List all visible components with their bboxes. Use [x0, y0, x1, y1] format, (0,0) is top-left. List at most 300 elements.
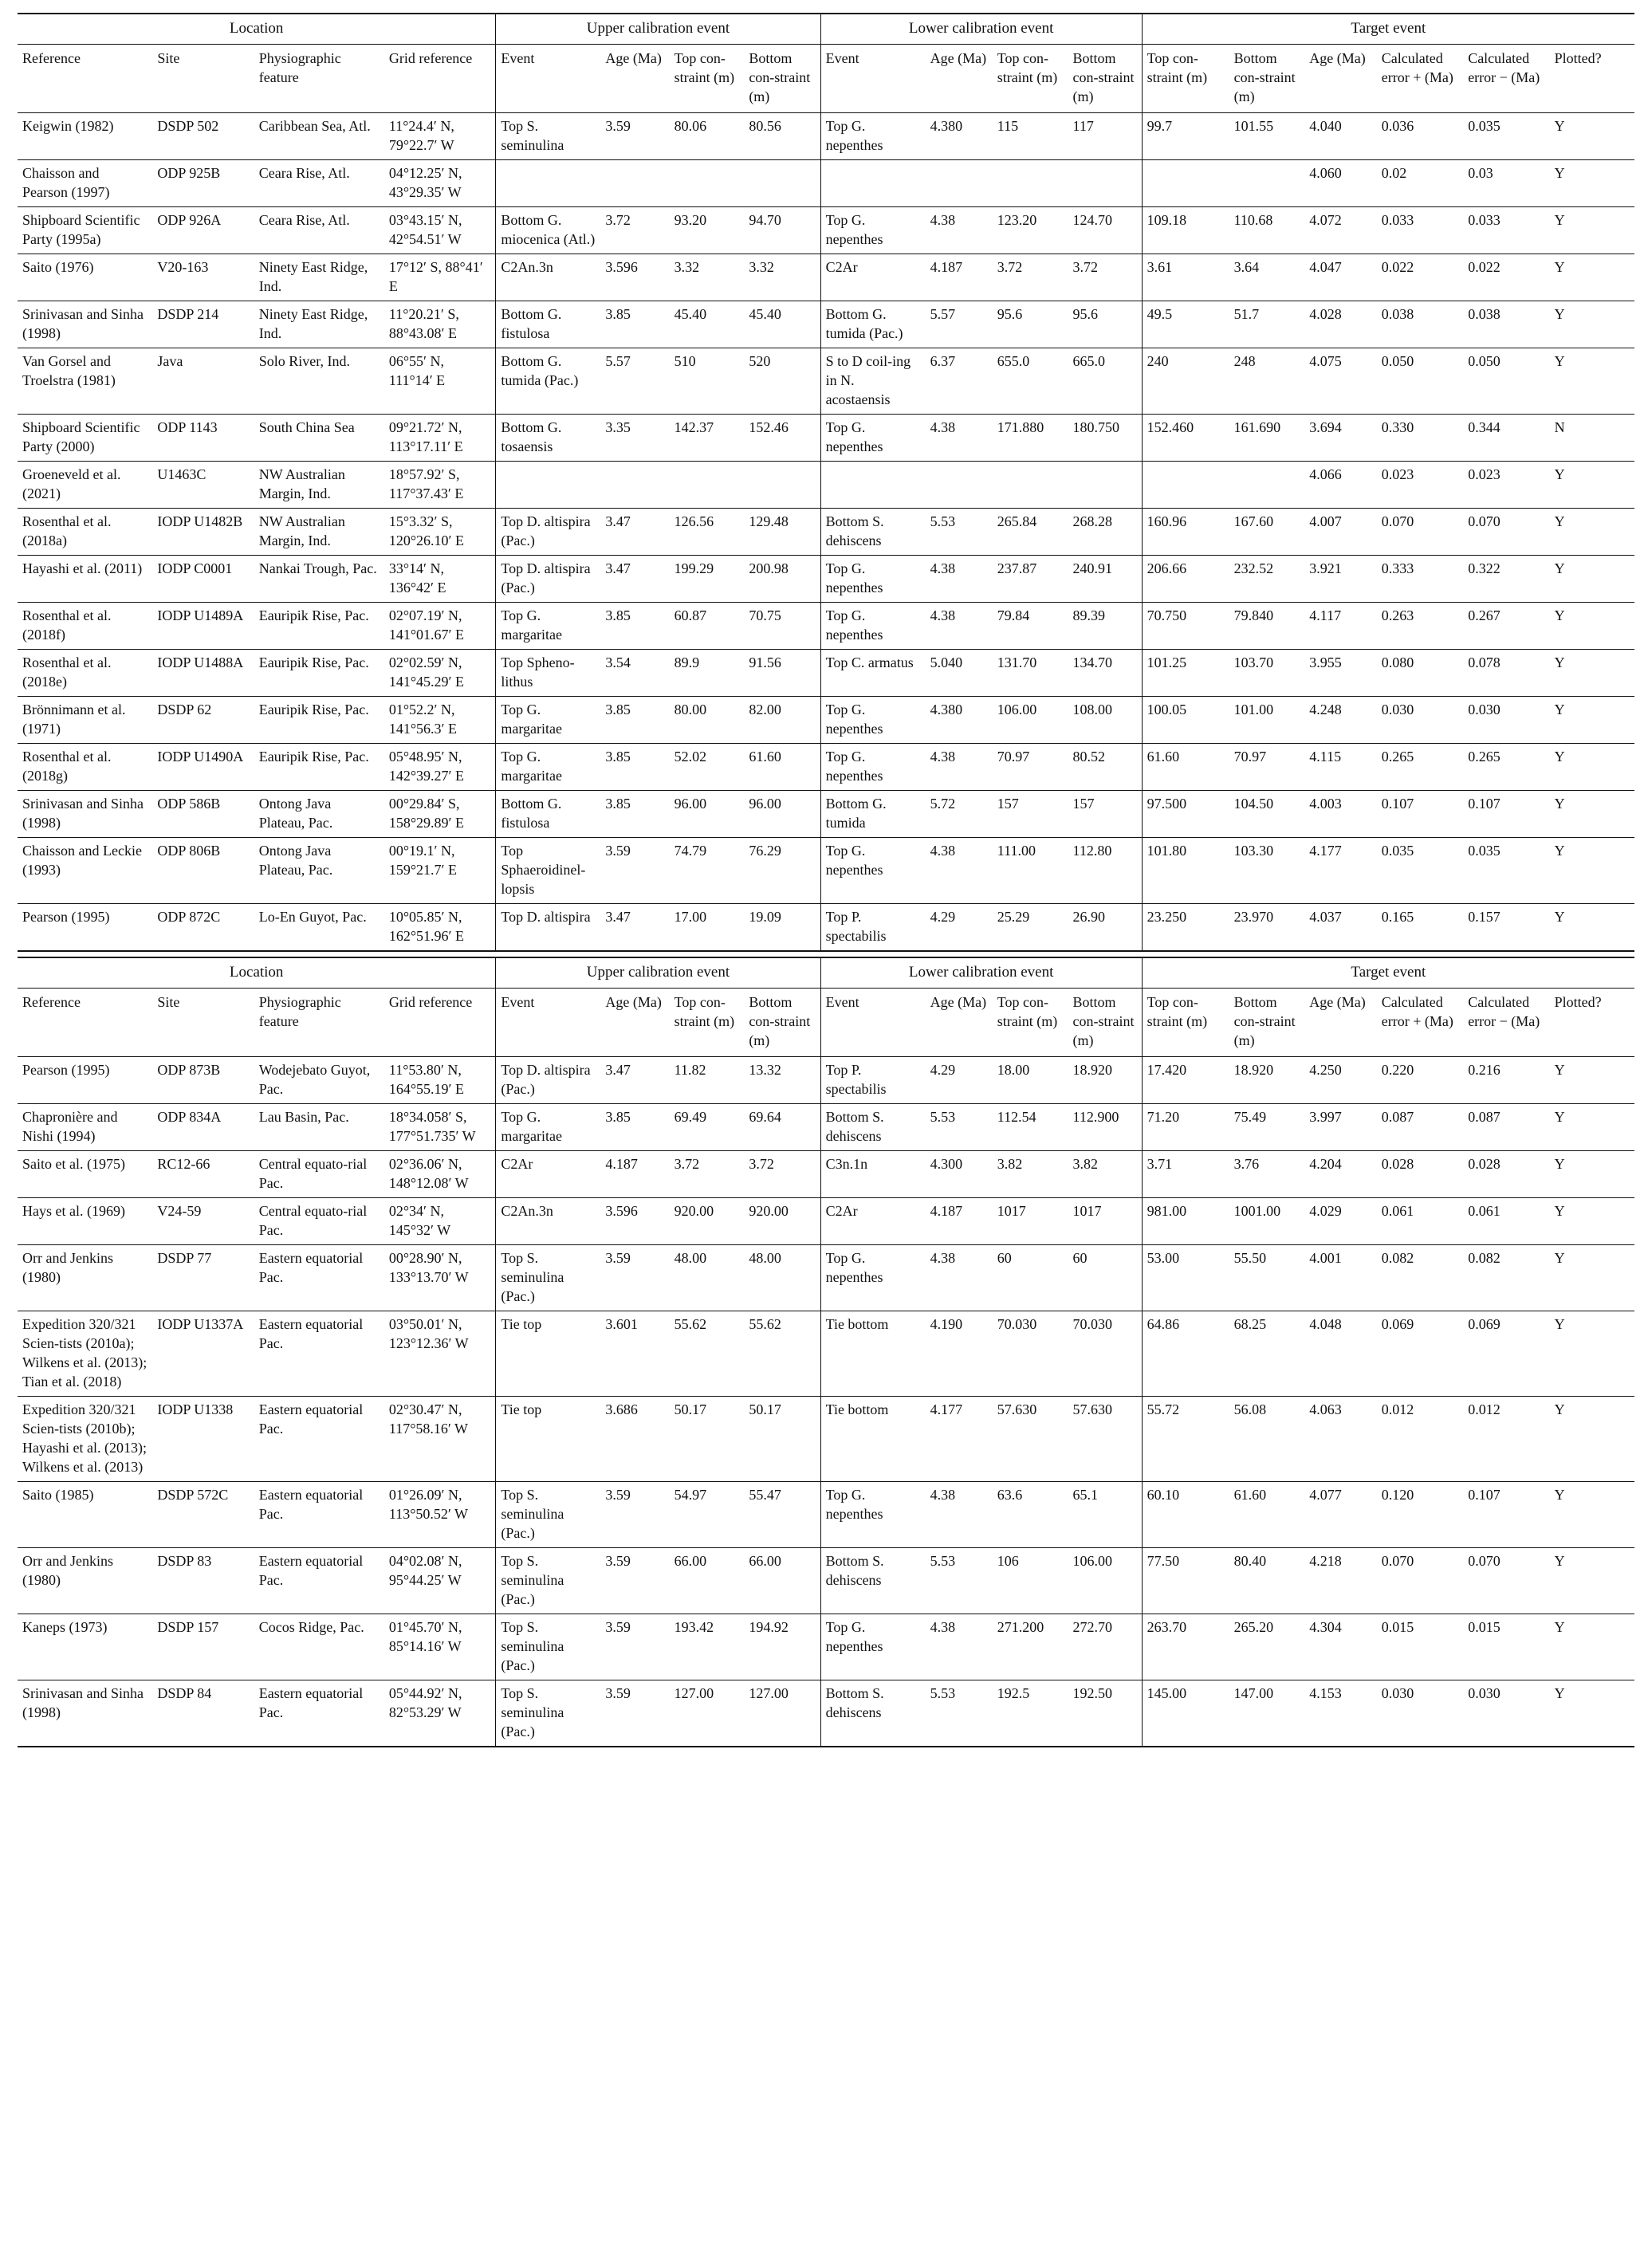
table-cell: 3.59 [600, 1245, 669, 1311]
table-cell: 5.53 [926, 1680, 993, 1747]
table-cell: 117 [1068, 113, 1143, 160]
table-cell: Chaisson and Leckie (1993) [18, 838, 152, 904]
table-cell: 193.42 [670, 1614, 745, 1680]
table-cell: ODP 806B [152, 838, 254, 904]
table-cell: DSDP 77 [152, 1245, 254, 1311]
table-cell: Y [1550, 160, 1634, 207]
table-cell: Bottom G. tumida (Pac.) [496, 348, 601, 415]
table-cell: C2Ar [496, 1151, 601, 1198]
table-cell: 03°50.01′ N, 123°12.36′ W [384, 1311, 496, 1397]
table-row [18, 415, 1634, 462]
table-cell: Wodejebato Guyot, Pac. [254, 1057, 384, 1104]
table-cell [670, 462, 745, 509]
table-cell: 3.47 [600, 509, 669, 556]
table-cell: Cocos Ridge, Pac. [254, 1614, 384, 1680]
table-cell: Tie bottom [820, 1311, 926, 1397]
table-cell: NW Australian Margin, Ind. [254, 462, 384, 509]
table-cell: 199.29 [670, 556, 745, 603]
table-cell: 4.001 [1304, 1245, 1377, 1311]
table-cell: C2An.3n [496, 254, 601, 301]
table-cell: 240.91 [1068, 556, 1143, 603]
table-cell: 97.500 [1142, 791, 1229, 838]
table-cell: 0.330 [1377, 415, 1463, 462]
table-cell: 0.050 [1463, 348, 1549, 415]
table-cell: 0.078 [1463, 650, 1549, 697]
table-cell: 4.040 [1304, 113, 1377, 160]
table-cell: 4.037 [1304, 904, 1377, 952]
table-cell [670, 160, 745, 207]
table-row [18, 1397, 1634, 1482]
table-cell: 192.50 [1068, 1680, 1143, 1747]
table-cell: 0.030 [1377, 697, 1463, 744]
table-cell: 79.84 [993, 603, 1068, 650]
table-cell: 3.59 [600, 1482, 669, 1548]
column-header: Top con-straint (m) [993, 45, 1068, 113]
table-cell: 142.37 [670, 415, 745, 462]
table-cell: Y [1550, 697, 1634, 744]
table-cell: 0.267 [1463, 603, 1549, 650]
column-header: Bottom con-straint (m) [1068, 45, 1143, 113]
table-cell: Top S. seminulina (Pac.) [496, 1614, 601, 1680]
table-cell [744, 462, 820, 509]
page [18, 13, 1634, 1747]
table-cell: 96.00 [744, 791, 820, 838]
table-cell: 60.87 [670, 603, 745, 650]
table-row [18, 904, 1634, 952]
table-cell: Top G. nepenthes [820, 744, 926, 791]
table-cell: Top Spheno-lithus [496, 650, 601, 697]
table-cell: 3.61 [1142, 254, 1229, 301]
table-cell: 48.00 [744, 1245, 820, 1311]
table-cell: 0.015 [1463, 1614, 1549, 1680]
table-cell: 0.061 [1463, 1198, 1549, 1245]
table-row [18, 697, 1634, 744]
table-cell: Top C. armatus [820, 650, 926, 697]
table-cell: 112.80 [1068, 838, 1143, 904]
table-cell [496, 160, 601, 207]
table-cell: Saito et al. (1975) [18, 1151, 152, 1198]
table-cell: 206.66 [1142, 556, 1229, 603]
table-cell: 3.601 [600, 1311, 669, 1397]
column-header: Bottom con-straint (m) [1229, 989, 1305, 1057]
table-cell: 4.028 [1304, 301, 1377, 348]
table-cell: 129.48 [744, 509, 820, 556]
table-cell: 0.022 [1463, 254, 1549, 301]
table-cell: Ninety East Ridge, Ind. [254, 301, 384, 348]
table-cell: Y [1550, 1614, 1634, 1680]
table-cell [744, 160, 820, 207]
table-cell: 4.204 [1304, 1151, 1377, 1198]
table-cell: 79.840 [1229, 603, 1305, 650]
table-cell: 110.68 [1229, 207, 1305, 254]
table-cell: 18°57.92′ S, 117°37.43′ E [384, 462, 496, 509]
table-cell: Kaneps (1973) [18, 1614, 152, 1680]
table-cell: 00°28.90′ N, 133°13.70′ W [384, 1245, 496, 1311]
table-cell [993, 462, 1068, 509]
table-cell: 02°07.19′ N, 141°01.67′ E [384, 603, 496, 650]
table-cell: RC12-66 [152, 1151, 254, 1198]
table-cell: 17.420 [1142, 1057, 1229, 1104]
table-row [18, 1104, 1634, 1151]
table-cell [1142, 160, 1229, 207]
table-cell: Top G. nepenthes [820, 1614, 926, 1680]
table-cell: 4.047 [1304, 254, 1377, 301]
table-cell: 4.117 [1304, 603, 1377, 650]
table-cell: 23.250 [1142, 904, 1229, 952]
table-cell: NW Australian Margin, Ind. [254, 509, 384, 556]
table-cell: 920.00 [670, 1198, 745, 1245]
column-header: Physiographic feature [254, 989, 384, 1057]
table-cell: ODP 834A [152, 1104, 254, 1151]
table-cell: Expedition 320/321 Scien-tists (2010b); Hayashi et al. (2013); Wilkens et al. (2013) [18, 1397, 152, 1482]
table-cell: Ceara Rise, Atl. [254, 207, 384, 254]
table-row [18, 650, 1634, 697]
table-row [18, 1311, 1634, 1397]
table-cell: 123.20 [993, 207, 1068, 254]
table-cell: 3.72 [600, 207, 669, 254]
column-header: Event [820, 989, 926, 1057]
table-cell: 4.075 [1304, 348, 1377, 415]
table-cell: Y [1550, 744, 1634, 791]
table-cell: 11°24.4′ N, 79°22.7′ W [384, 113, 496, 160]
table-cell [1229, 462, 1305, 509]
table-cell: 106.00 [993, 697, 1068, 744]
table-cell: 103.30 [1229, 838, 1305, 904]
table-cell: 4.380 [926, 113, 993, 160]
table-cell: 4.38 [926, 1482, 993, 1548]
table-cell: Eauripik Rise, Pac. [254, 744, 384, 791]
table-cell: 74.79 [670, 838, 745, 904]
table-cell: 55.47 [744, 1482, 820, 1548]
table-cell: ODP 926A [152, 207, 254, 254]
table-cell: 61.60 [1142, 744, 1229, 791]
table-cell: Bottom G. tosaensis [496, 415, 601, 462]
table-cell: 0.03 [1463, 160, 1549, 207]
table-cell: 272.70 [1068, 1614, 1143, 1680]
table-cell: 10°05.85′ N, 162°51.96′ E [384, 904, 496, 952]
table-cell: 4.38 [926, 1245, 993, 1311]
table-cell: 0.070 [1377, 509, 1463, 556]
table-cell: Chapronière and Nishi (1994) [18, 1104, 152, 1151]
table-cell: 99.7 [1142, 113, 1229, 160]
table-cell: 134.70 [1068, 650, 1143, 697]
column-header: Age (Ma) [926, 45, 993, 113]
table-cell: Y [1550, 1311, 1634, 1397]
group-header: Location [18, 957, 496, 989]
table-cell: Eastern equatorial Pac. [254, 1245, 384, 1311]
table-cell: 3.85 [600, 301, 669, 348]
group-header: Target event [1142, 957, 1634, 989]
column-header: Top con-straint (m) [1142, 989, 1229, 1057]
table-cell: 0.030 [1463, 1680, 1549, 1747]
table-cell: Top G. nepenthes [820, 1482, 926, 1548]
table-cell: 3.47 [600, 904, 669, 952]
table-cell: Srinivasan and Sinha (1998) [18, 1680, 152, 1747]
table-cell: Y [1550, 1245, 1634, 1311]
table-cell: 3.596 [600, 1198, 669, 1245]
table-row [18, 509, 1634, 556]
table-cell: 0.263 [1377, 603, 1463, 650]
column-header: Site [152, 989, 254, 1057]
group-header-row [18, 957, 1634, 989]
table-cell: 00°29.84′ S, 158°29.89′ E [384, 791, 496, 838]
table-cell: 101.00 [1229, 697, 1305, 744]
column-header: Top con-straint (m) [670, 45, 745, 113]
table-cell: Y [1550, 113, 1634, 160]
column-header: Event [496, 45, 601, 113]
table-cell: Top D. altispira (Pac.) [496, 556, 601, 603]
table-cell: 69.49 [670, 1104, 745, 1151]
table-cell: 3.997 [1304, 1104, 1377, 1151]
table-cell: 0.216 [1463, 1057, 1549, 1104]
table-cell: 3.59 [600, 113, 669, 160]
column-header: Reference [18, 989, 152, 1057]
table-cell: 70.750 [1142, 603, 1229, 650]
table-row [18, 254, 1634, 301]
table-cell: 4.003 [1304, 791, 1377, 838]
table-cell: 3.47 [600, 556, 669, 603]
table-cell: V24-59 [152, 1198, 254, 1245]
table-cell: 57.630 [1068, 1397, 1143, 1482]
table-cell: 5.72 [926, 791, 993, 838]
table-cell: 0.050 [1377, 348, 1463, 415]
table-cell: 157 [993, 791, 1068, 838]
table-cell: 127.00 [670, 1680, 745, 1747]
table-cell: Eastern equatorial Pac. [254, 1548, 384, 1614]
table-cell: 60.10 [1142, 1482, 1229, 1548]
table-cell: 4.029 [1304, 1198, 1377, 1245]
table-cell: 50.17 [744, 1397, 820, 1482]
table-cell: 3.85 [600, 791, 669, 838]
table-cell: 0.028 [1463, 1151, 1549, 1198]
table-cell: 3.72 [1068, 254, 1143, 301]
table-cell: 3.32 [670, 254, 745, 301]
table-cell: Eastern equatorial Pac. [254, 1680, 384, 1747]
table-cell: 5.57 [600, 348, 669, 415]
column-header: Bottom con-straint (m) [744, 989, 820, 1057]
table-cell: 0.107 [1377, 791, 1463, 838]
table-cell: Chaisson and Pearson (1997) [18, 160, 152, 207]
table-cell: 131.70 [993, 650, 1068, 697]
table-cell: 4.218 [1304, 1548, 1377, 1614]
table-cell: 5.53 [926, 1104, 993, 1151]
table-cell: 124.70 [1068, 207, 1143, 254]
table-cell [926, 462, 993, 509]
table-cell: Top D. altispira (Pac.) [496, 509, 601, 556]
table-cell: Tie top [496, 1311, 601, 1397]
table-cell: V20-163 [152, 254, 254, 301]
table-cell: 4.177 [1304, 838, 1377, 904]
table-cell: 0.087 [1463, 1104, 1549, 1151]
table-cell: 68.25 [1229, 1311, 1305, 1397]
table-cell: 76.29 [744, 838, 820, 904]
table-cell: Bottom G. fistulosa [496, 791, 601, 838]
table-cell: Keigwin (1982) [18, 113, 152, 160]
table-cell: Top P. spectabilis [820, 904, 926, 952]
table-cell: Ninety East Ridge, Ind. [254, 254, 384, 301]
table-cell: Bottom G. miocenica (Atl.) [496, 207, 601, 254]
table-cell: 101.25 [1142, 650, 1229, 697]
column-header: Bottom con-straint (m) [1229, 45, 1305, 113]
calibration-table-part1 [18, 13, 1634, 952]
table-cell: C2An.3n [496, 1198, 601, 1245]
table-cell: 0.038 [1377, 301, 1463, 348]
table-cell: Y [1550, 1548, 1634, 1614]
table-cell: 0.069 [1377, 1311, 1463, 1397]
table-cell: 0.012 [1377, 1397, 1463, 1482]
table-cell: Java [152, 348, 254, 415]
table-cell: Top S. seminulina (Pac.) [496, 1680, 601, 1747]
table-cell: 25.29 [993, 904, 1068, 952]
table-cell: 77.50 [1142, 1548, 1229, 1614]
table-cell: 160.96 [1142, 509, 1229, 556]
table-cell: 4.380 [926, 697, 993, 744]
table-cell: 5.040 [926, 650, 993, 697]
group-header-row [18, 14, 1634, 45]
table-cell: 0.265 [1377, 744, 1463, 791]
table-cell: 3.64 [1229, 254, 1305, 301]
table-cell: Top D. altispira [496, 904, 601, 952]
table-cell: 3.85 [600, 697, 669, 744]
table-cell: 95.6 [993, 301, 1068, 348]
table-cell: 0.082 [1377, 1245, 1463, 1311]
table-cell: 108.00 [1068, 697, 1143, 744]
table-cell: 3.694 [1304, 415, 1377, 462]
table-cell: 4.38 [926, 556, 993, 603]
table-cell: 101.55 [1229, 113, 1305, 160]
table-cell: 200.98 [744, 556, 820, 603]
table-cell: 0.165 [1377, 904, 1463, 952]
table-cell [496, 462, 601, 509]
table-cell: Rosenthal et al. (2018e) [18, 650, 152, 697]
group-header: Upper calibration event [496, 957, 820, 989]
table-row [18, 603, 1634, 650]
group-header: Lower calibration event [820, 957, 1142, 989]
table-cell: 33°14′ N, 136°42′ E [384, 556, 496, 603]
table-cell: DSDP 572C [152, 1482, 254, 1548]
table-cell: 0.02 [1377, 160, 1463, 207]
table-cell: 71.20 [1142, 1104, 1229, 1151]
table-cell: 0.080 [1377, 650, 1463, 697]
table-cell: 3.85 [600, 603, 669, 650]
table-cell: 26.90 [1068, 904, 1143, 952]
table-cell: 80.40 [1229, 1548, 1305, 1614]
table-cell: 60 [1068, 1245, 1143, 1311]
table-cell: IODP U1482B [152, 509, 254, 556]
table-cell: Y [1550, 509, 1634, 556]
table-cell: 237.87 [993, 556, 1068, 603]
table-cell: 3.85 [600, 744, 669, 791]
table-row [18, 1680, 1634, 1747]
table-cell: 510 [670, 348, 745, 415]
table-cell: S to D coil-ing in N. acostaensis [820, 348, 926, 415]
table-cell: 0.333 [1377, 556, 1463, 603]
table-cell: Top G. margaritae [496, 697, 601, 744]
table-cell: 0.015 [1377, 1614, 1463, 1680]
table-cell: 17.00 [670, 904, 745, 952]
table-row [18, 556, 1634, 603]
table-cell: Top G. margaritae [496, 603, 601, 650]
table-cell: 167.60 [1229, 509, 1305, 556]
table-cell: C2Ar [820, 254, 926, 301]
table-cell: 5.53 [926, 509, 993, 556]
table-cell: 4.187 [926, 254, 993, 301]
column-header-row [18, 989, 1634, 1057]
table-cell: 4.060 [1304, 160, 1377, 207]
table-cell: Caribbean Sea, Atl. [254, 113, 384, 160]
table-cell: 91.56 [744, 650, 820, 697]
table-cell: 18.920 [1068, 1057, 1143, 1104]
table-cell: 0.030 [1463, 697, 1549, 744]
table-cell: U1463C [152, 462, 254, 509]
table-cell: 89.9 [670, 650, 745, 697]
table-cell: Top G. nepenthes [820, 113, 926, 160]
table-cell: 61.60 [744, 744, 820, 791]
table-cell: IODP U1488A [152, 650, 254, 697]
table-cell: 96.00 [670, 791, 745, 838]
table-cell: 45.40 [670, 301, 745, 348]
table-cell: IODP U1337A [152, 1311, 254, 1397]
table-cell: 61.60 [1229, 1482, 1305, 1548]
table-cell: Saito (1976) [18, 254, 152, 301]
table-cell: 0.033 [1377, 207, 1463, 254]
table-cell: 11.82 [670, 1057, 745, 1104]
table-cell: 18°34.058′ S, 177°51.735′ W [384, 1104, 496, 1151]
table-cell: 09°21.72′ N, 113°17.11′ E [384, 415, 496, 462]
table-cell: 3.59 [600, 1680, 669, 1747]
table-cell: 0.033 [1463, 207, 1549, 254]
table-cell: 3.32 [744, 254, 820, 301]
table-cell: 6.37 [926, 348, 993, 415]
table-cell: Bottom S. dehiscens [820, 1104, 926, 1151]
group-header: Lower calibration event [820, 14, 1142, 45]
table-cell: Top G. nepenthes [820, 415, 926, 462]
table-cell: 111.00 [993, 838, 1068, 904]
table-cell: DSDP 83 [152, 1548, 254, 1614]
table-cell: Top P. spectabilis [820, 1057, 926, 1104]
table-cell: Y [1550, 603, 1634, 650]
column-header: Site [152, 45, 254, 113]
table-cell: Tie top [496, 1397, 601, 1482]
table-row [18, 1548, 1634, 1614]
table-cell: 115 [993, 113, 1068, 160]
table-cell: 4.29 [926, 904, 993, 952]
table-cell: 60 [993, 1245, 1068, 1311]
table-cell: 0.035 [1463, 113, 1549, 160]
table-cell: 4.38 [926, 603, 993, 650]
column-header: Plotted? [1550, 45, 1634, 113]
table-cell: 55.50 [1229, 1245, 1305, 1311]
table-cell: 63.6 [993, 1482, 1068, 1548]
table-cell: 0.107 [1463, 1482, 1549, 1548]
table-cell: 265.20 [1229, 1614, 1305, 1680]
table-cell: IODP U1490A [152, 744, 254, 791]
column-header: Calculated error − (Ma) [1463, 989, 1549, 1057]
table-cell: 4.187 [600, 1151, 669, 1198]
table-cell: Y [1550, 1680, 1634, 1747]
table-cell: 3.72 [670, 1151, 745, 1198]
table-cell: 0.012 [1463, 1397, 1549, 1482]
table-cell: 06°55′ N, 111°14′ E [384, 348, 496, 415]
table-row [18, 301, 1634, 348]
table-row [18, 791, 1634, 838]
column-header: Reference [18, 45, 152, 113]
table-cell: 3.35 [600, 415, 669, 462]
table-cell: 0.070 [1463, 1548, 1549, 1614]
table-row [18, 1198, 1634, 1245]
table-cell: 194.92 [744, 1614, 820, 1680]
table-cell [1229, 160, 1305, 207]
